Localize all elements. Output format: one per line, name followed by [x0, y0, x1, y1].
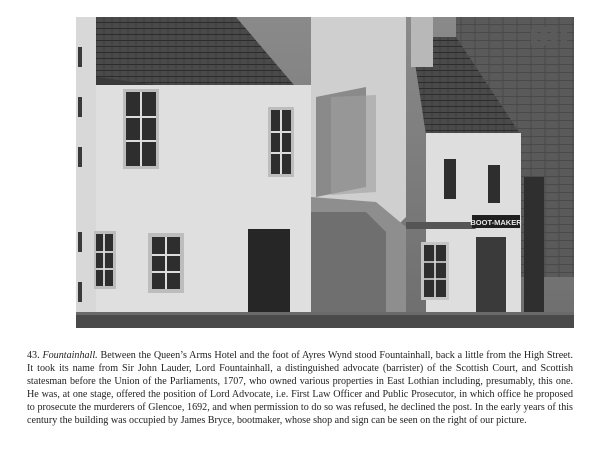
- shop-sign-text: BOOT-MAKER: [470, 218, 522, 227]
- shop-window: [421, 242, 449, 300]
- window-upper-right: [268, 107, 294, 177]
- figure-title: Fountainhall.: [42, 350, 98, 361]
- window-upper-left: [123, 89, 159, 169]
- window-lower-mid: [148, 233, 184, 293]
- figure-number: 43.: [27, 350, 40, 361]
- fountainhall-photograph: [76, 17, 574, 328]
- caption-text: Between the Queen’s Arms Hotel and the foot of Ayres Wynd stood Fountainhall, back a little from the High Street. It took its name from Sir John Lauder, Lord Fountainhall, a distinguished advocate (barrister) of the Scottish Court, and Scottish statesman before the Union of the Parliaments, 1707, who owned various properties in East Lothian including, presumably, this one. He was, at one stage, offered the position of Lord Advocate, i.e. First Law Officer and Public Prosecutor, in which office he proposed to prosecute the murderers of Glencoe, 1692, and when permission to do so was refused, he declined the post. In the early years of this century the building was occupied by James Bryce, bootmaker, whose shop and sign can be seen on the right of our picture.: [27, 350, 573, 426]
- window-lower-left: [94, 231, 116, 289]
- photo-caption: [27, 349, 573, 427]
